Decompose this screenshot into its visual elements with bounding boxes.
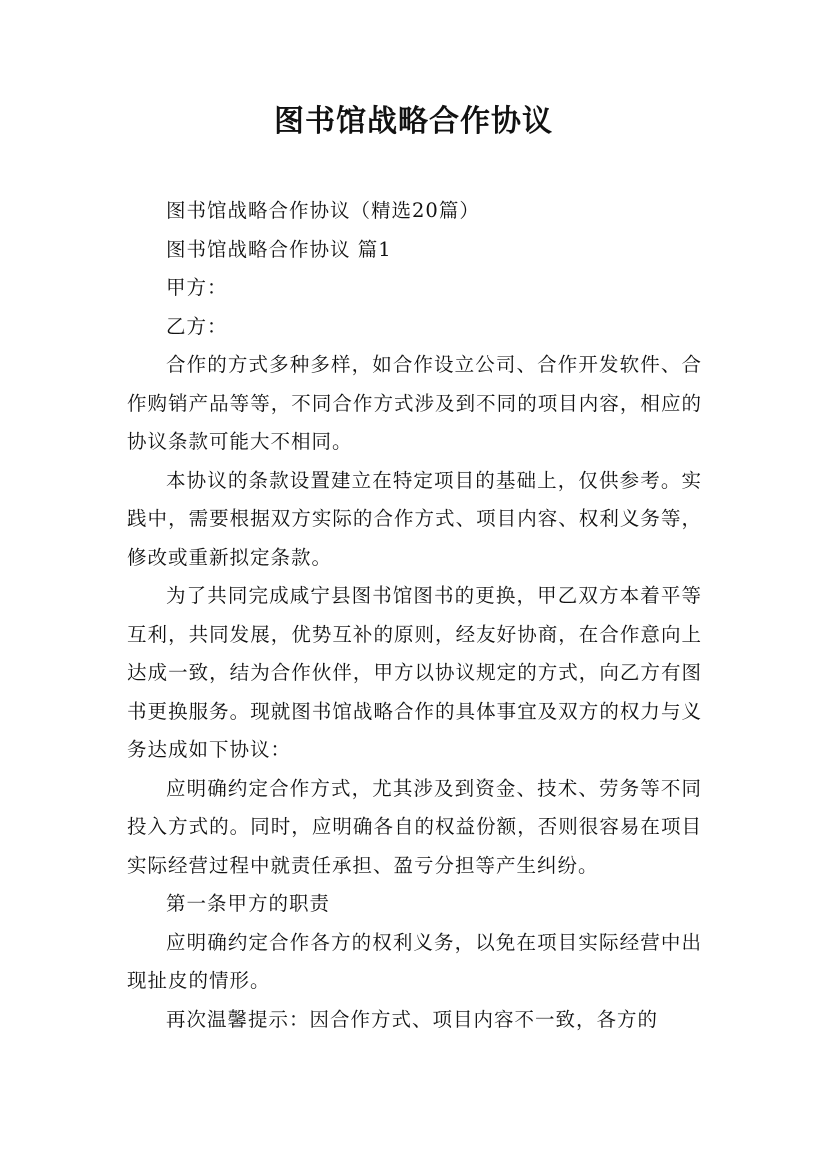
body-paragraph: 本协议的条款设置建立在特定项目的基础上，仅供参考。实践中，需要根据双方实际的合作方式、项目内容、权利义务等，修改或重新拟定条款。 xyxy=(127,468,702,569)
body-paragraph: 为了共同完成咸宁县图书馆图书的更换，甲乙双方本着平等互利，共同发展，优势互补的原则，经友好协商，在合作意向上达成一致，结为合作伙伴，甲方以协议规定的方式，向乙方有图书更换服务。现就图书馆战略合作的具体事宜及双方的权力与义务达成如下协议： xyxy=(127,584,702,761)
body-paragraph: 应明确约定合作各方的权利义务，以免在项目实际经营中出现扯皮的情形。 xyxy=(127,930,702,992)
body-paragraph: 应明确约定合作方式，尤其涉及到资金、技术、劳务等不同投入方式的。同时，应明确各自的权益份额，否则很容易在项目实际经营过程中就责任承担、盈亏分担等产生纠纷。 xyxy=(127,776,702,877)
section-heading: 图书馆战略合作协议 篇1 xyxy=(166,237,392,261)
subtitle-paragraph: 图书馆战略合作协议（精选20篇） xyxy=(166,199,480,222)
document-body xyxy=(127,192,702,1039)
body-paragraph: 再次温馨提示：因合作方式、项目内容不一致，各方的 xyxy=(166,1007,659,1031)
party-b-label: 乙方： xyxy=(166,314,228,338)
clause-heading: 第一条甲方的职责 xyxy=(166,892,331,915)
document-title: 图书馆战略合作协议 xyxy=(274,104,553,139)
body-paragraph: 合作的方式多种多样，如合作设立公司、合作开发软件、合作购销产品等等，不同合作方式涉及到不同的项目内容，相应的协议条款可能大不相同。 xyxy=(127,353,702,453)
party-a-label: 甲方： xyxy=(166,276,228,299)
